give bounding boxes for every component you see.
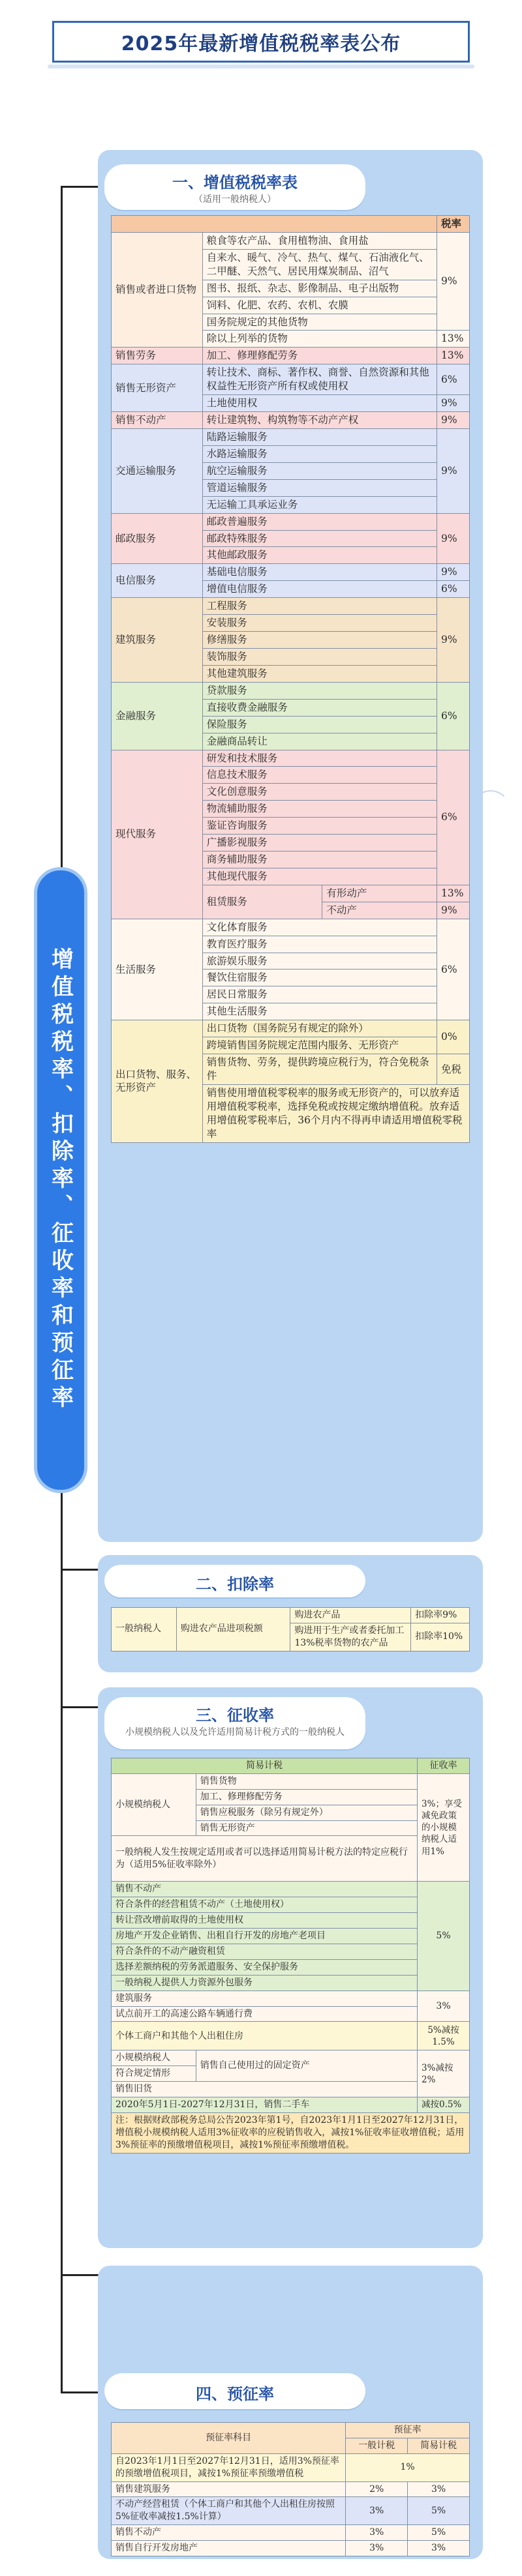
rate-cell: 扣除率10% [411, 1623, 470, 1651]
table-cell: 租赁服务 [202, 885, 322, 919]
table-cell: 鉴证咨询服务 [202, 818, 437, 835]
category-finance: 金融服务 [112, 682, 203, 750]
rate-cell: 9% [437, 232, 469, 331]
rate-cell: 1% [346, 2453, 470, 2481]
prepay-rate-table [111, 2422, 470, 2556]
category-goods: 销售或者进口货物 [112, 232, 203, 347]
table-cell: 餐饮住宿服务 [202, 970, 437, 986]
rate-cell: 9% [437, 428, 469, 513]
table-cell: 陆路运输服务 [202, 428, 437, 445]
rate-cell: 6% [437, 581, 469, 598]
rate-cell: 3%；享受减免政策的小规模纳税人适用1% [418, 1773, 470, 1882]
rate-cell: 3% [408, 2541, 470, 2556]
table-cell: 一般纳税人提供人力资源外包服务 [112, 1975, 418, 1991]
section-1-panel [98, 150, 483, 1542]
rate-cell: 减按0.5% [418, 2097, 470, 2113]
category-telecom: 电信服务 [112, 564, 203, 598]
table-header: 简易计税 [408, 2438, 470, 2453]
table-cell: 教育医疗服务 [202, 936, 437, 953]
rate-cell: 3%减按2% [418, 2050, 470, 2097]
table-cell: 2020年5月1日-2027年12月31日，销售二手车 [112, 2097, 418, 2113]
table-cell: 销售货物、劳务，提供跨境应税行为，符合免税条件 [202, 1054, 437, 1085]
table-cell: 基础电信服务 [202, 564, 437, 581]
table-cell: 建筑服务 [112, 1991, 418, 2006]
rate-cell: 13% [437, 331, 469, 348]
section-3-title: 三、征收率 [196, 1706, 274, 1725]
rate-cell: 3% [418, 1991, 470, 2022]
section-3-panel [98, 1687, 483, 2248]
table-cell: 保险服务 [202, 716, 437, 733]
table-cell: 销售自己使用过的固定资产 [196, 2050, 417, 2082]
table-cell: 贷款服务 [202, 682, 437, 699]
table-cell: 其他现代服务 [202, 868, 437, 885]
table-header-row [112, 216, 470, 233]
section-2-header [104, 1565, 365, 1597]
table-cell: 购进用于生产或者委托加工13%税率货物的农产品 [290, 1623, 411, 1651]
table-cell: 土地使用权 [202, 395, 437, 412]
table-cell: 商务辅助服务 [202, 851, 437, 868]
category-modern-services: 现代服务 [112, 750, 203, 919]
table-cell: 房地产开发企业销售、出租自行开发的房地产老项目 [112, 1929, 418, 1944]
section-1-subtitle: （适用一般纳税人） [194, 194, 276, 205]
table-header: 预征率 [346, 2423, 470, 2438]
levy-rate-table [111, 1758, 470, 2154]
rate-cell: 5% [408, 2497, 470, 2525]
rate-cell: 9% [437, 412, 469, 429]
table-cell: 加工、修理修配劳务 [202, 348, 437, 364]
table-cell: 销售使用增值税零税率的服务或无形资产的，可以放弃适用增值税零税率，选择免税或按规定缴纳增值税。放弃适用增值税零税率后，36个月内不得再申请适用增值税零税率 [202, 1084, 469, 1142]
table-cell: 其他邮政服务 [202, 547, 437, 564]
table-header: 简易计税 [112, 1758, 418, 1774]
table-cell: 小规模纳税人 [112, 2050, 196, 2066]
table-cell: 销售建筑服务 [112, 2481, 346, 2497]
rate-cell: 5% [408, 2525, 470, 2541]
table-cell: 物流辅助服务 [202, 801, 437, 818]
table-cell: 销售自行开发房地产 [112, 2541, 346, 2556]
table-header: 预征率科目 [112, 2423, 346, 2454]
table-cell: 研发和技术服务 [202, 750, 437, 767]
side-label: 增值税税率、扣除率、征收率和预征率 [34, 867, 87, 1493]
table-cell: 文化体育服务 [202, 919, 437, 936]
rate-cell: 6% [437, 750, 469, 885]
rate-cell: 3% [408, 2481, 470, 2497]
table-cell: 出口货物（国务院另有规定的除外） [202, 1020, 437, 1037]
table-cell: 邮政普遍服务 [202, 513, 437, 530]
rate-cell: 5%减按1.5% [418, 2022, 470, 2050]
rate-cell: 13% [437, 885, 469, 902]
table-cell: 航空运输服务 [202, 462, 437, 479]
section-3-subtitle: 小规模纳税人以及允许适用简易计税方式的一般纳税人 [125, 1727, 345, 1738]
table-cell: 管道运输服务 [202, 479, 437, 496]
table-cell: 销售旧货 [112, 2082, 418, 2097]
note-cell: 注：根据财政部税务总局公告2023年第1号，自2023年1月1日至2027年12月31日，增值税小规模纳税人适用3%征收率的应税销售收入，减按1%征收率征收增值税；适用3%预征率的预缴增值税项目，减按1%预征率预缴增值税。 [112, 2113, 470, 2154]
section-1-title: 一、增值税税率表 [172, 173, 298, 192]
table-cell: 工程服务 [202, 598, 437, 615]
category-construction: 建筑服务 [112, 598, 203, 683]
rate-header: 税率 [437, 216, 469, 233]
table-cell: 个体工商户和其他个人出租住房 [112, 2022, 418, 2050]
rate-cell: 9% [437, 598, 469, 683]
table-cell: 跨境销售国务院规定范围内服务、无形资产 [202, 1037, 437, 1054]
table-cell: 一般纳税人发生按规定适用或者可以选择适用简易计税方法的特定应税行为（适用5%征收率除外） [112, 1836, 418, 1882]
table-cell: 旅游娱乐服务 [202, 953, 437, 970]
section-3-header [104, 1697, 365, 1749]
table-cell: 有形动产 [322, 885, 437, 902]
table-cell: 无运输工具承运业务 [202, 496, 437, 513]
table-cell: 国务院规定的其他货物 [202, 314, 437, 331]
timeline-tick [61, 186, 103, 188]
rate-cell: 扣除率9% [411, 1608, 470, 1623]
table-cell: 选择差额纳税的劳务派遣服务、安全保护服务 [112, 1959, 418, 1975]
timeline-tick [61, 2274, 103, 2276]
table-cell: 水路运输服务 [202, 445, 437, 462]
table-cell: 自2023年1月1日至2027年12月31日，适用3%预征率的预缴增值税项目，减按1%预征率预缴增值税 [112, 2453, 346, 2481]
rate-cell: 6% [437, 682, 469, 750]
page-title: 2025年最新增值税税率表公布 [121, 33, 401, 55]
rate-cell: 5% [418, 1882, 470, 1991]
table-cell: 加工、修理修配劳务 [196, 1789, 417, 1805]
table-cell: 不动产 [322, 902, 437, 919]
section-4-header [104, 2373, 365, 2409]
category-intangible: 销售无形资产 [112, 364, 203, 412]
timeline-tick [61, 1706, 103, 1708]
table-cell: 自来水、暖气、冷气、热气、煤气、石油液化气、二甲醚、天然气、居民用煤炭制品、沼气 [202, 249, 437, 280]
table-cell: 饲料、化肥、农药、农机、农膜 [202, 297, 437, 314]
table-cell: 图书、报纸、杂志、影像制品、电子出版物 [202, 280, 437, 297]
table-cell: 居民日常服务 [202, 986, 437, 1003]
rate-cell: 9% [437, 564, 469, 581]
tax-rate-table [111, 215, 470, 1143]
table-cell: 直接收费金融服务 [202, 699, 437, 716]
table-cell: 不动产经营租赁（个体工商户和其他个人出租住房按照5%征收率减按1.5%计算） [112, 2497, 346, 2525]
deduction-table [111, 1607, 470, 1651]
table-cell: 除以上列举的货物 [202, 331, 437, 348]
table-cell: 销售应税服务（除另有规定外） [196, 1805, 417, 1820]
table-cell: 粮食等农产品、食用植物油、食用盐 [202, 232, 437, 249]
timeline-tick [61, 1569, 103, 1571]
table-header: 一般计税 [346, 2438, 408, 2453]
table-cell: 转让技术、商标、著作权、商誉、自然资源和其他权益性无形资产所有权或使用权 [202, 364, 437, 395]
section-4-panel [98, 2266, 483, 2559]
table-cell: 销售货物 [196, 1773, 417, 1789]
table-cell: 符合规定情形 [112, 2066, 196, 2082]
rate-cell: 3% [346, 2525, 408, 2541]
rate-cell: 3% [346, 2497, 408, 2525]
table-cell: 安装服务 [202, 615, 437, 632]
rate-cell: 免税 [437, 1054, 469, 1085]
table-cell: 信息技术服务 [202, 767, 437, 784]
category-labor: 销售劳务 [112, 348, 203, 364]
rate-cell: 3% [346, 2541, 408, 2556]
category-export: 出口货物、服务、无形资产 [112, 1020, 203, 1142]
table-cell: 修缮服务 [202, 632, 437, 649]
table-cell: 销售不动产 [112, 2525, 346, 2541]
section-2-panel [98, 1555, 483, 1672]
table-cell: 小规模纳税人 [112, 1773, 196, 1836]
table-cell: 购进农产品 [290, 1608, 411, 1623]
table-cell: 转让营改增前取得的土地使用权 [112, 1913, 418, 1929]
table-cell: 增值电信服务 [202, 581, 437, 598]
table-cell: 购进农产品进项税额 [176, 1608, 290, 1651]
table-cell: 符合条件的经营租赁不动产（土地使用权） [112, 1897, 418, 1913]
timeline-tick [61, 2391, 103, 2393]
category-life-services: 生活服务 [112, 919, 203, 1020]
rate-cell: 2% [346, 2481, 408, 2497]
category-transport: 交通运输服务 [112, 428, 203, 513]
rate-cell: 9% [437, 902, 469, 919]
table-cell: 邮政特殊服务 [202, 530, 437, 547]
rate-cell: 9% [437, 513, 469, 564]
table-cell: 文化创意服务 [202, 784, 437, 801]
table-cell: 其他建筑服务 [202, 665, 437, 682]
table-cell: 符合条件的不动产融资租赁 [112, 1944, 418, 1960]
table-cell: 销售无形资产 [196, 1820, 417, 1836]
table-cell: 销售不动产 [112, 1882, 418, 1897]
table-cell: 一般纳税人 [112, 1608, 177, 1651]
category-real-estate: 销售不动产 [112, 412, 203, 429]
section-4-title: 四、预征率 [196, 2385, 274, 2403]
table-cell: 广播影视服务 [202, 835, 437, 851]
rate-cell: 6% [437, 364, 469, 395]
section-1-header [104, 164, 365, 210]
table-cell: 金融商品转让 [202, 733, 437, 750]
category-postal: 邮政服务 [112, 513, 203, 564]
table-cell: 装饰服务 [202, 648, 437, 665]
table-cell: 试点前开工的高速公路车辆通行费 [112, 2006, 418, 2022]
page-title-box [52, 21, 470, 63]
table-header: 征收率 [418, 1758, 470, 1774]
rate-cell: 6% [437, 919, 469, 1020]
section-2-title: 二、扣除率 [196, 1575, 274, 1593]
rate-cell: 9% [437, 395, 469, 412]
rate-cell: 13% [437, 348, 469, 364]
rate-cell: 0% [437, 1020, 469, 1054]
table-cell: 其他生活服务 [202, 1003, 437, 1020]
table-cell: 转让建筑物、构筑物等不动产产权 [202, 412, 437, 429]
